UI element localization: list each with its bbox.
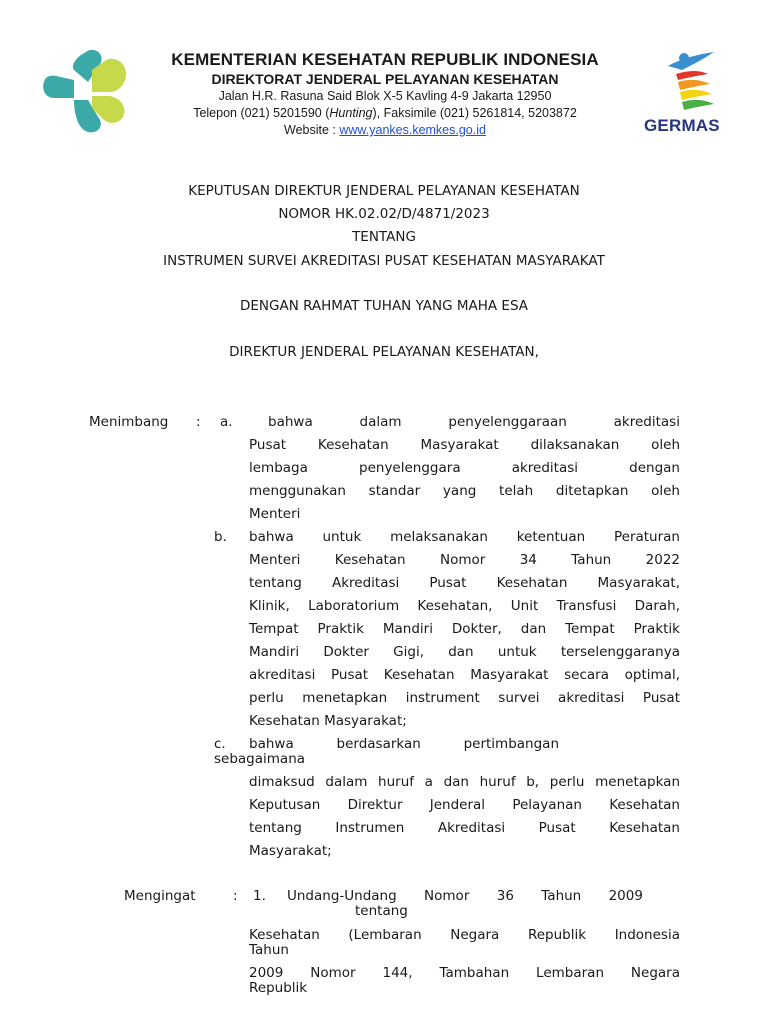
item-b-marker: b. xyxy=(214,529,227,545)
item-c-line: dimaksud dalam huruf a dan huruf b, perlu menetapkan xyxy=(249,774,680,790)
item-c-marker: c. xyxy=(214,736,226,752)
letterhead xyxy=(140,50,630,139)
item-1-marker: 1. xyxy=(253,888,266,904)
item-b-line: Menteri Kesehatan Nomor 34 Tahun 2022 xyxy=(249,552,680,568)
item-1-wrap: tentang xyxy=(355,903,408,919)
item-c-line: Masyarakat; xyxy=(249,843,332,859)
item-c-wrap: sebagaimana xyxy=(214,751,306,767)
item-1-first-line: Undang-Undang Nomor 36 Tahun 2009 xyxy=(287,888,643,904)
kemenkes-logo-icon xyxy=(40,48,130,134)
item-a-line: menggunakan standar yang telah ditetapkan oleh xyxy=(249,483,680,499)
item-b-line: Tempat Praktik Mandiri Dokter, dan Tempat Praktik xyxy=(249,621,680,637)
item-c-line: Keputusan Direktur Jenderal Pelayanan Kesehatan xyxy=(249,797,680,813)
item-b-line: perlu menetapkan instrument survei akreditasi Pusat xyxy=(249,690,680,706)
item-c-first-line: bahwa berdasarkan pertimbangan xyxy=(249,736,559,752)
website-link[interactable]: www.yankes.kemkes.go.id xyxy=(339,123,486,137)
decree-number: NOMOR HK.02.02/D/4871/2023 xyxy=(278,206,490,222)
germas-figure-icon xyxy=(638,48,734,118)
item-1-line-2-wrap: Tahun xyxy=(249,942,289,958)
item-a-marker: a. xyxy=(220,414,233,430)
decree-title: KEPUTUSAN DIREKTUR JENDERAL PELAYANAN KESEHATAN xyxy=(188,183,580,199)
decree-subject: INSTRUMEN SURVEI AKREDITASI PUSAT KESEHATAN MASYARAKAT xyxy=(163,253,605,269)
item-b-line: bahwa untuk melaksanakan ketentuan Peraturan xyxy=(249,529,680,545)
address: Jalan H.R. Rasuna Said Blok X-5 Kavling 4-9 Jakarta 12950 xyxy=(218,89,552,103)
official-title: DIREKTUR JENDERAL PELAYANAN KESEHATAN, xyxy=(229,344,539,360)
item-c-line: tentang Instrumen Akreditasi Pusat Kesehatan xyxy=(249,820,680,836)
phone-line: Telepon (021) 5201590 (Hunting), Faksimile (021) 5261814, 5203872 xyxy=(193,106,577,120)
item-1-line-3: 2009 Nomor 144, Tambahan Lembaran Negara xyxy=(249,965,680,981)
item-b-line: Kesehatan Masyarakat; xyxy=(249,713,407,729)
decree-about: TENTANG xyxy=(352,229,416,245)
blessing-line: DENGAN RAHMAT TUHAN YANG MAHA ESA xyxy=(239,298,529,314)
website-line: Website : www.yankes.kemkes.go.id xyxy=(284,123,486,137)
item-a-line: Pusat Kesehatan Masyarakat dilaksanakan oleh xyxy=(249,437,680,453)
item-1-line-3-wrap: Republik xyxy=(249,980,308,996)
item-1-line-2: Kesehatan (Lembaran Negara Republik Indonesia xyxy=(249,927,680,943)
menimbang-label: Menimbang xyxy=(89,414,169,430)
menimbang-colon: : xyxy=(196,414,201,430)
ministry-name: KEMENTERIAN KESEHATAN REPUBLIK INDONESIA xyxy=(171,50,599,69)
directorate-name: DIREKTORAT JENDERAL PELAYANAN KESEHATAN xyxy=(211,71,559,87)
item-b-line: akreditasi Pusat Kesehatan Masyarakat secara optimal, xyxy=(249,667,680,683)
germas-logo xyxy=(638,48,734,138)
item-b-line: Klinik, Laboratorium Kesehatan, Unit Transfusi Darah, xyxy=(249,598,680,614)
item-b-line: tentang Akreditasi Pusat Kesehatan Masyarakat, xyxy=(249,575,680,591)
item-a-line: lembaga penyelenggara akreditasi dengan xyxy=(249,460,680,476)
item-a-first-line: bahwa dalam penyelenggaraan akreditasi xyxy=(268,414,680,430)
mengingat-colon: : xyxy=(233,888,238,904)
mengingat-label: Mengingat xyxy=(124,888,196,904)
item-a-line: Menteri xyxy=(249,506,301,522)
item-b-line: Mandiri Dokter Gigi, dan untuk terselenggaranya xyxy=(249,644,680,660)
germas-text: GERMAS xyxy=(644,116,720,135)
